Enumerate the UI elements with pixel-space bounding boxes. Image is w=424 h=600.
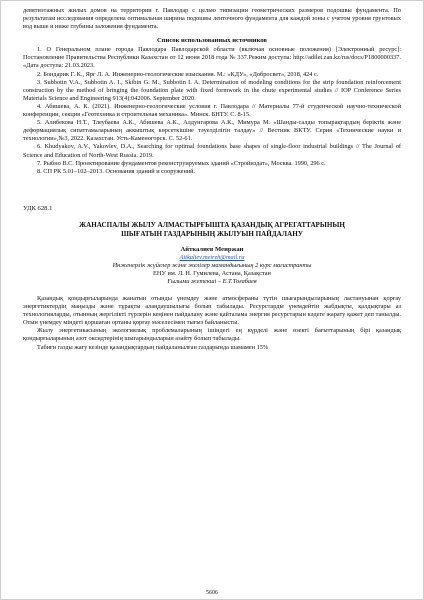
article-title-line1: ЖАНАСПАЛЫ ЖЫЛУ АЛМАСТЫРҒЫШТА ҚАЗАНДЫҚ АГРЕГАТТАРЫНЫҢ	[79, 220, 345, 229]
author-affiliation: Инженерлік жүйелер және желілер мамандығының 2 курс магистранты	[112, 261, 312, 269]
reference-item: 4. Абишева, А. К. (2021). Инженерно-геологические условия г. Павлодара // Материалы 77-й студенческой научно-технической конференции, секция «Геотехника и строительная механика». Минск. БНТУ. С. 8-15.	[23, 102, 401, 119]
article-title	[23, 221, 401, 239]
section-gap	[23, 176, 401, 205]
reference-item: 6. Khudyakov, A.V., Yakovlev, D.A., Searching for optimal foundations base shapes of single-floor industrial buildings // The Journal of Science and Education of North-West Russia. 2019.	[23, 143, 401, 159]
page-number: 5606	[206, 590, 218, 596]
udk-code: УДК 628.1	[23, 204, 53, 212]
reference-item: 2. Бондарик Г. К., Ярг Л. А. Инженерно-геологические изыскания. М.: «КДУ», «Добросвет», 2018, 424 с.	[37, 70, 319, 78]
reference-item: 3. Subbotin V.A., Subbotin A. I., Skibin G. M., Subbotin I. A. Determination of modeling conditions for the strip foundation reinforcement construction by the method of bringing the foundation plate with fixed formwork in the chute experimental studies // IOP Conference Series Materials Science and Engineering 913(4):042006. September 2020.	[23, 78, 401, 102]
reference-item: 1. О Генеральном плане города Павлодара Павлодарской области (включая основные положения) [Электронный ресурс]: Постановление Правительства Республики Казахстан от 12 июня 2018 года № 337.Режим доступа: http://adilet.zan.kz/rus/docs/P1800000337. «Дата доступа: 21.03.2023.	[23, 46, 401, 70]
article-title-line2: ШЫҒАТЫН ГАЗДАРЫНЫҢ ЖЫЛУЫН ПАЙДАЛАНУ	[121, 229, 303, 238]
author-university: ЕНУ им. Л. Н. Гумилева, Астана, Қазақстан	[153, 269, 271, 277]
intro-paragraph: девятиэтажных жилых домов на территории г. Павлодар с целью типизации геометрических размеров подошвы фундамента. По результатам исследования определена оптимальная ширина подошвы ленточного фундамента для каждой зоны с учетом уровня грунтовых вод выше и ниже глубины заложения фундамента.	[23, 7, 401, 31]
supervisor: Ғылыми жетекші – Е.Т.Тоғабаев	[167, 277, 257, 285]
body-paragraph: Табиғи газды жағу кезінде қазандықтардың пайдаланылған газдарында шамамен 15%	[37, 343, 269, 351]
body-paragraph: Қазандық қондырғыларында жанатын отынды үнемдеу және атмосфераны түтін шығарындыларының ластануынан қорғау энергетиктердің маңызды және тұрақты алаңдаушылығы болып табылады. Ресурстарды үнемдейтін жабдықты, қалдықтары аз технологияларды, отынның жергілікті түрлерін кеңінен пайдалану және қайталама энергия ресурстарын кәдеге жарату қажет деп танылды. Отын үнемдеу міндеті қоршаған ортаны қорғау мәселесімен тығыз байланысты.	[23, 294, 401, 327]
references-heading: Список использованных источников	[157, 37, 267, 45]
reference-item: 7. Рыбно В.С. Проектирование фундаментов реконструируемых зданий «Стройиздат», Москва. 1990, 296 с.	[37, 159, 326, 167]
block-gap	[23, 286, 401, 295]
author-email-link[interactable]: Aitkaliev.meirzh@mail.ru	[179, 253, 245, 261]
reference-item: 5. Алибекова Н.Т., Тлеубаева А.К., Абишева А.К., Алдунгарова А.К., Мимура М. «Шанды-салды топырақтардың беріктік және деформациялық сипаттамаларының аккыштық көрсеткішіне тәуелділігін талдау» // Вестник ВКТУ. Серия «Технические науки и технологии»,№3, 2022. Казахстан. Усть-Каменогорск. С. 52-61.	[23, 119, 401, 143]
references-list	[23, 46, 401, 176]
reference-item: 8. СП РК 5.01–102–2013. Основания зданий и сооружений.	[37, 167, 196, 175]
body-paragraph: Жылу энергетикасының экологиялық проблемаларының ішіндегі ең күрделі және өзекті бағыттарының бірі қазандық қондырғыларының азот оксидтерінің шығарындыларын азайту болып табылады.	[23, 327, 401, 343]
author-name: Айткалиев Меиржан	[180, 245, 244, 253]
article-title-text	[23, 221, 401, 239]
